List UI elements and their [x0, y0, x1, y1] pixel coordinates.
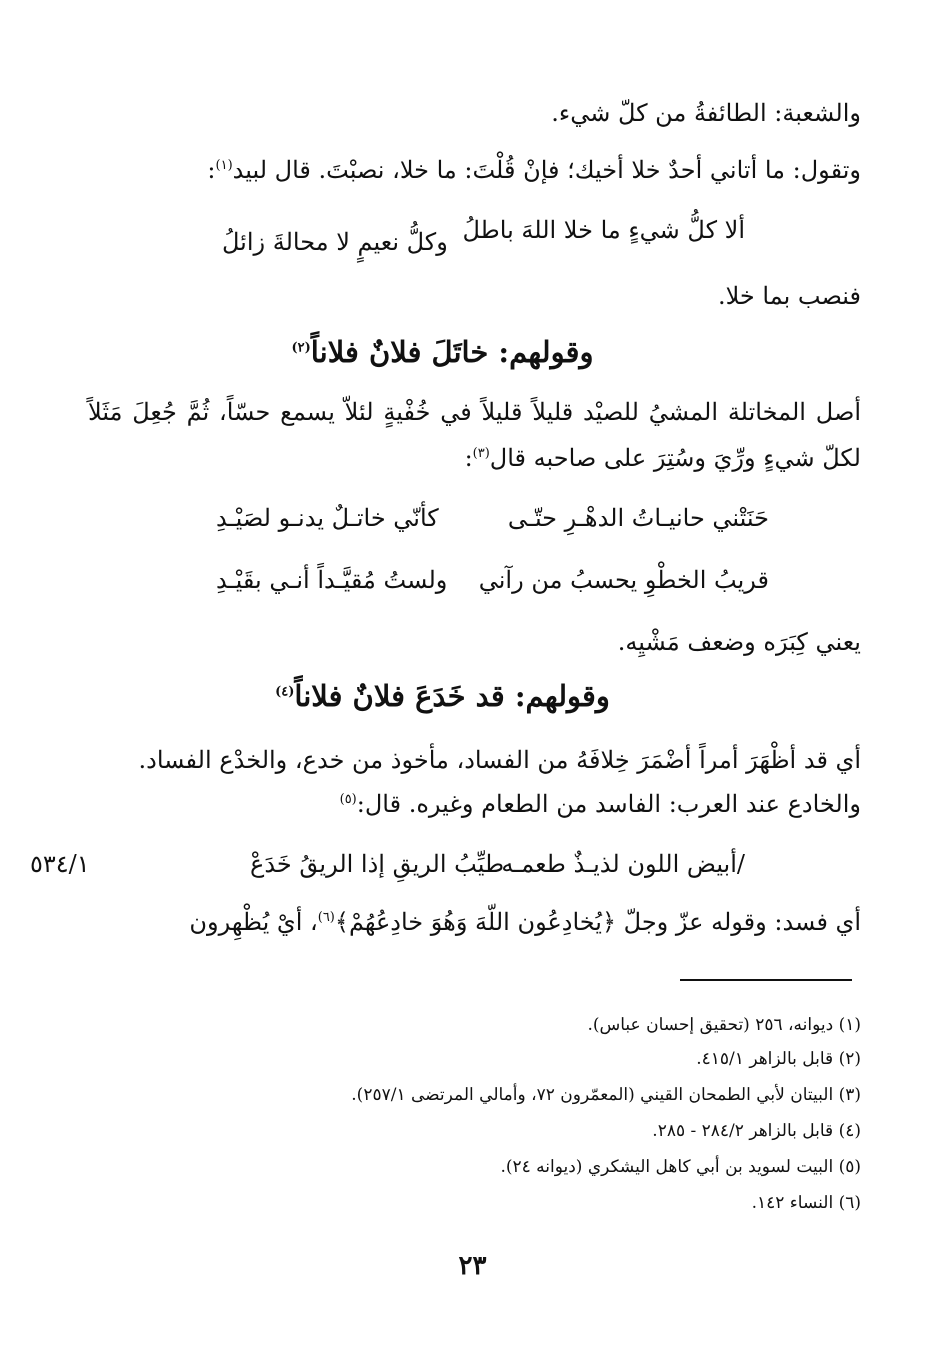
footnote-6: (٦) النساء ١٤٢. [751, 1193, 861, 1213]
page-number: ٢٣ [458, 1251, 487, 1281]
volume-page-reference: ٥٣٤/١ [30, 850, 90, 878]
verse-4-first-hemistich: /أبيض اللون لذيـذٌ طعمـه [501, 850, 745, 878]
footnote-ref[interactable]: (٦) [317, 910, 335, 925]
paragraph-mukhatala-line-2 [465, 440, 861, 476]
paragraph-text: فنصب بما خلا. [717, 282, 861, 310]
heading-text: وقولهم: قد خَدَعَ فلانٌ فلاناً [294, 679, 610, 713]
paragraph-text: لكلّ شيءٍ ورِّيَ وسُتِرَ على صاحبه قال [489, 444, 861, 472]
paragraph-text: وتقول: ما أتاني أحدٌ خلا أخيك؛ فإنْ قُلْتَ: ما خلا، نصبْتَ. قال لبيد [232, 156, 861, 184]
footnote-2: (٢) قابل بالزاهر ٤١٥/١. [696, 1049, 861, 1069]
footnote-ref[interactable]: (٢) [291, 340, 311, 356]
paragraph-text: ، أيْ يُظْهِرون [189, 908, 318, 936]
paragraph-text: والخادع عند العرب: الفاسد من الطعام وغيره. قال: [356, 790, 861, 818]
paragraph-text: أصل المخاتلة المشيُ للصيْد قليلاً قليلاً في خُفْيةٍ لئلاّ يسمع حسّاً، ثُمَّ جُعِلَ مَثَلاً [88, 398, 861, 426]
footnote-ref[interactable]: (٣) [472, 446, 490, 461]
footnote-separator [680, 979, 852, 981]
footnote-ref[interactable]: (٤) [275, 684, 295, 700]
verse-4-second-hemistich: طيِّبُ الريقِ إذا الريقُ خَدَعْ [250, 850, 505, 878]
paragraph-khida-line-1 [100, 742, 861, 778]
paragraph-text: يعني كِبَرَه وضعف مَشْيِه. [617, 628, 861, 656]
footnote-5: (٥) البيت لسويد بن أبي كاهل اليشكري (ديوانه ٢٤). [500, 1157, 861, 1177]
paragraph-kibar [110, 624, 861, 660]
footnote-1: (١) ديوانه، ٢٥٦ (تحقيق إحسان عباس). [587, 1015, 861, 1035]
paragraph-mukhatala-line-1 [88, 394, 861, 430]
paragraph-text: أي فسد: وقوله عزّ وجلّ ﴿يُخادِعُون اللّهَ وَهُوَ خادِعُهُمْ﴾ [334, 908, 861, 936]
section-heading-khadaa [0, 676, 945, 716]
footnote-3: (٣) البيتان لأبي الطمحان القيني (المعمّرون ٧٢، وأمالي المرتضى ٢٥٧/١). [351, 1085, 861, 1105]
paragraph-khida-line-2 [110, 786, 861, 822]
punctuation: : [464, 444, 473, 472]
paragraph-text: أي قد أظْهَرَ أمراً أضْمَرَ خِلافَهُ من الفساد، مأخوذ من خدع، والخدْع الفساد. [138, 746, 861, 774]
paragraph-khala [110, 152, 861, 188]
paragraph-shuba [110, 95, 861, 131]
section-heading-khatala [0, 332, 945, 372]
verse-1-first-hemistich: ألا كلُّ شيءٍ ما خلا اللهَ باطلُ [462, 216, 745, 244]
verse-2-second-hemistich: كأنّي خاتـلٌ يدنـو لصَيْـدِ [216, 504, 439, 532]
punctuation: : [207, 156, 216, 184]
verse-3-second-hemistich: ولستُ مُقيَّـداً أنـي بقَيْـدِ [216, 566, 448, 594]
footnote-ref[interactable]: (١) [215, 158, 233, 173]
paragraph-text: والشعبة: الطائفةُ من كلّ شيء. [551, 99, 861, 127]
footnote-4: (٤) قابل بالزاهر ٢٨٤/٢ - ٢٨٥. [652, 1121, 861, 1141]
paragraph-fasad [120, 904, 861, 940]
verse-1-second-hemistich: وكلُّ نعيمٍ لا محالةَ زائلُ [222, 228, 448, 256]
verse-3-first-hemistich: قريبُ الخطْوِ يحسبُ من رآني [478, 566, 769, 594]
footnote-ref[interactable]: (٥) [339, 792, 357, 807]
heading-text: وقولهم: خاتَلَ فلانٌ فلاناً [310, 335, 594, 369]
paragraph-nasb [110, 278, 861, 314]
verse-2-first-hemistich: حَنَتْني حانيـاتُ الدهْـرِ حتّـى [507, 504, 769, 532]
